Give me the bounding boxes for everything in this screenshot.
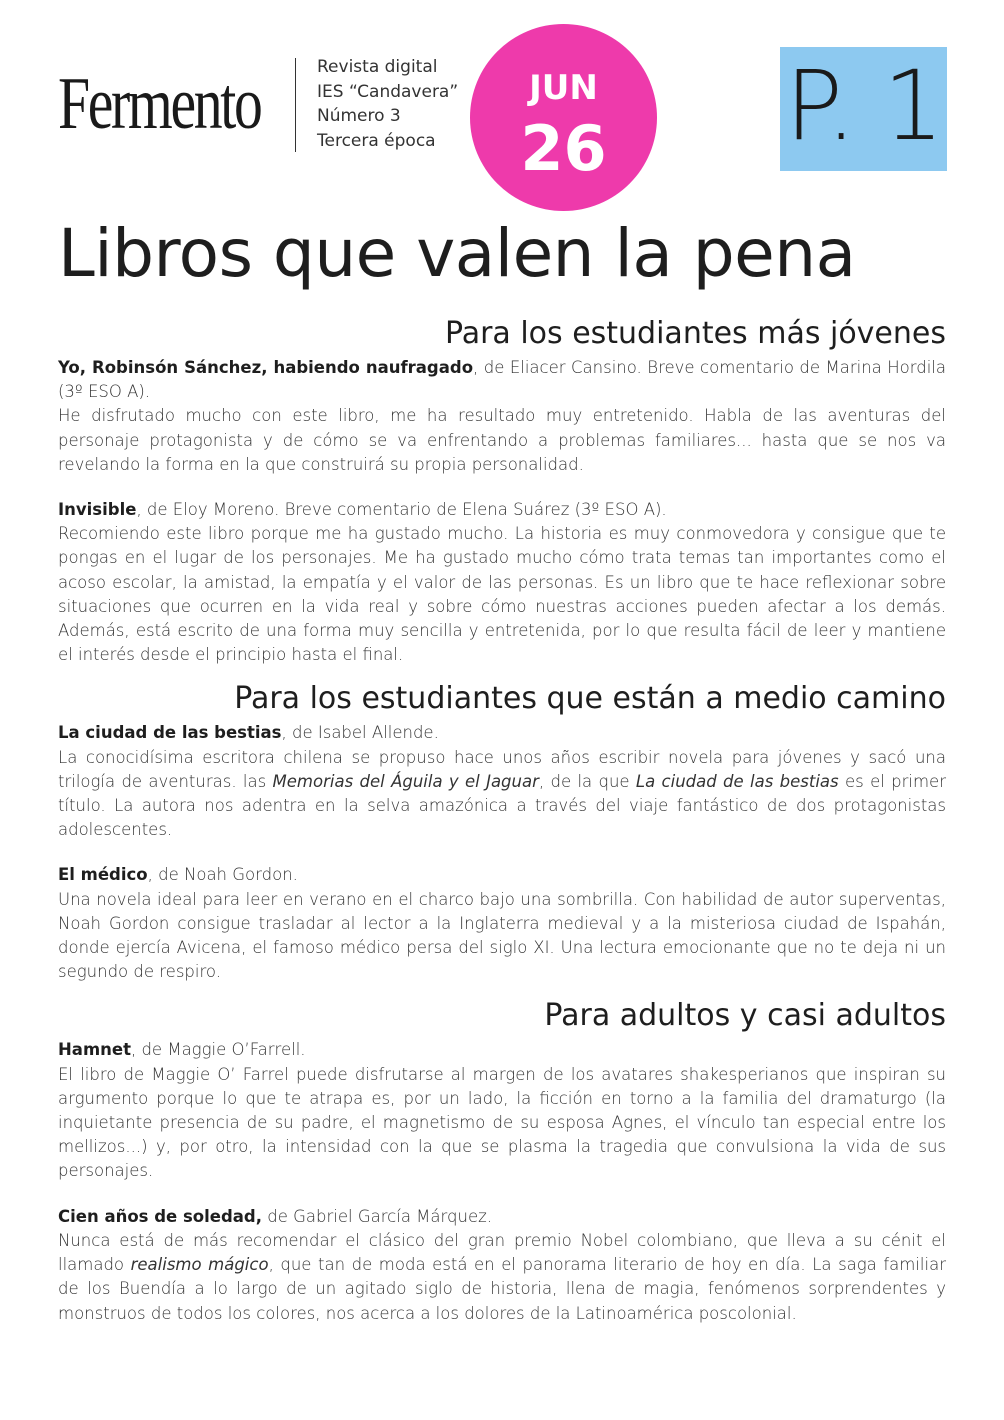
book-title: Hamnet — [58, 1040, 131, 1060]
masthead-line-era: Tercera época — [317, 130, 436, 151]
book-entry — [58, 863, 946, 984]
book-review: Una novela ideal para leer en verano en el charco bajo una sombrilla. Con habilidad de autor superventas, Noah Gordon consigue trasladar al lector a la Inglaterra medieval y a la misteriosa ciudad de Ispahán, donde ejercía Avicena, el famoso médico persa del siglo XI. Una lectura emocionante que no te deja ni un segundo de respiro. — [58, 889, 946, 982]
book-review-italic: Memorias del Águila y el Jaguar — [272, 771, 539, 791]
masthead-info — [317, 55, 458, 153]
book-review-italic: La ciudad de las bestias — [635, 771, 839, 791]
book-review: El libro de Maggie O’ Farrel puede disfrutarse al margen de los avatares shakesperianos que inspiran su argumento porque lo que te atrapa es, por un lado, la ficción en torno a la familia del dramaturgo (la inquietante presencia de su padre, el magnetismo de su esposa Agnes, el vínculo tan especial entre los mellizos...) y, por otro, la intensidad con la que se plasma la tragedia que convulsiona la vida de sus personajes. — [58, 1064, 946, 1181]
book-review: Recomiendo este libro porque me ha gustado mucho. La historia es muy conmovedora y consigue que te pongas en el lugar de los personajes. Me ha gustado mucho cómo trata temas tan importantes como el acoso escolar, la amistad, la empatía y el valor de las personas. Es un libro que te hace reflexionar sobre situaciones que ocurren en la vida real y sobre cómo nuestras acciones pueden afectar a los demás. Además, está escrito de una forma muy sencilla y entretenida, por lo que resulta fácil de leer y mantiene el interés desde el principio hasta el final. — [58, 524, 946, 665]
masthead-line-issue: Número 3 — [317, 106, 401, 126]
book-title: Yo, Robinsón Sánchez, habiendo naufragado — [58, 358, 474, 377]
page-number-box: P. 1 — [780, 47, 947, 171]
book-byline: , de Isabel Allende. — [281, 723, 439, 743]
book-entry — [58, 498, 946, 667]
book-byline: , de Eliacer Cansino. Breve comentario de Marina Hordila (3º ESO A). — [58, 358, 946, 402]
book-entry — [58, 1205, 946, 1326]
book-review-part: La conocidísima escritora chilena se propuso hace unos años escribir novela para jóvenes y sacó una trilogía de aventuras. las — [58, 747, 946, 791]
section-heading-adults: Para adultos y casi adultos — [544, 998, 946, 1034]
date-month: JUN — [529, 68, 598, 108]
masthead-line-school: IES “Candavera” — [317, 81, 459, 102]
book-byline: , de Maggie O’Farrell. — [130, 1040, 306, 1060]
book-review-italic: realismo mágico — [130, 1255, 269, 1275]
masthead-divider — [295, 58, 296, 152]
book-entry — [58, 721, 946, 842]
book-review-part: , que tan de moda está en el panorama literario de hoy en día. La saga familiar de los Buendía a lo largo de un agitado siglo de historia, llena de magia, fenómenos sorprendentes y monstruos de todos los colores, nos acerca a los dolores de la Latinoamérica poscolonial. — [58, 1255, 946, 1323]
book-title: La ciudad de las bestias — [58, 723, 282, 743]
book-review-part: es el primer título. La autora nos adentra en la selva amazónica a través del viaje fantástico de dos protagonistas adolescentes. — [58, 771, 946, 840]
magazine-logo: Fermento — [58, 63, 261, 145]
book-review-part: Nunca está de más recomendar el clásico del gran premio Nobel colombiano, que lleva a su cénit el llamado — [58, 1230, 946, 1275]
section-heading-youngest: Para los estudiantes más jóvenes — [444, 316, 946, 351]
book-title: Cien años de soledad, — [58, 1206, 263, 1226]
book-title: Invisible — [58, 500, 137, 520]
date-badge — [470, 24, 657, 211]
book-entry — [58, 356, 946, 477]
masthead-line-type: Revista digital — [317, 57, 438, 77]
book-entry — [58, 1038, 946, 1183]
book-byline: , de Eloy Moreno. Breve comentario de Elena Suárez (3º ESO A). — [136, 500, 667, 520]
article-content — [58, 312, 946, 1326]
book-review: He disfrutado mucho con este libro, me ha resultado muy entretenido. Habla de las aventuras del personaje protagonista y de cómo se va enfrentando a problemas familiares... hasta que se nos va revelando la forma en la que construirá su propia personalidad. — [58, 406, 946, 474]
book-byline: , de Noah Gordon. — [147, 865, 298, 885]
book-review-part: , de la que — [538, 771, 636, 791]
book-title: El médico — [58, 865, 148, 885]
page-title: Libros que valen la pena — [58, 215, 856, 292]
section-heading-midway: Para los estudiantes que están a medio camino — [234, 681, 946, 717]
date-day: 26 — [520, 112, 607, 185]
book-byline: de Gabriel García Márquez. — [262, 1206, 493, 1226]
